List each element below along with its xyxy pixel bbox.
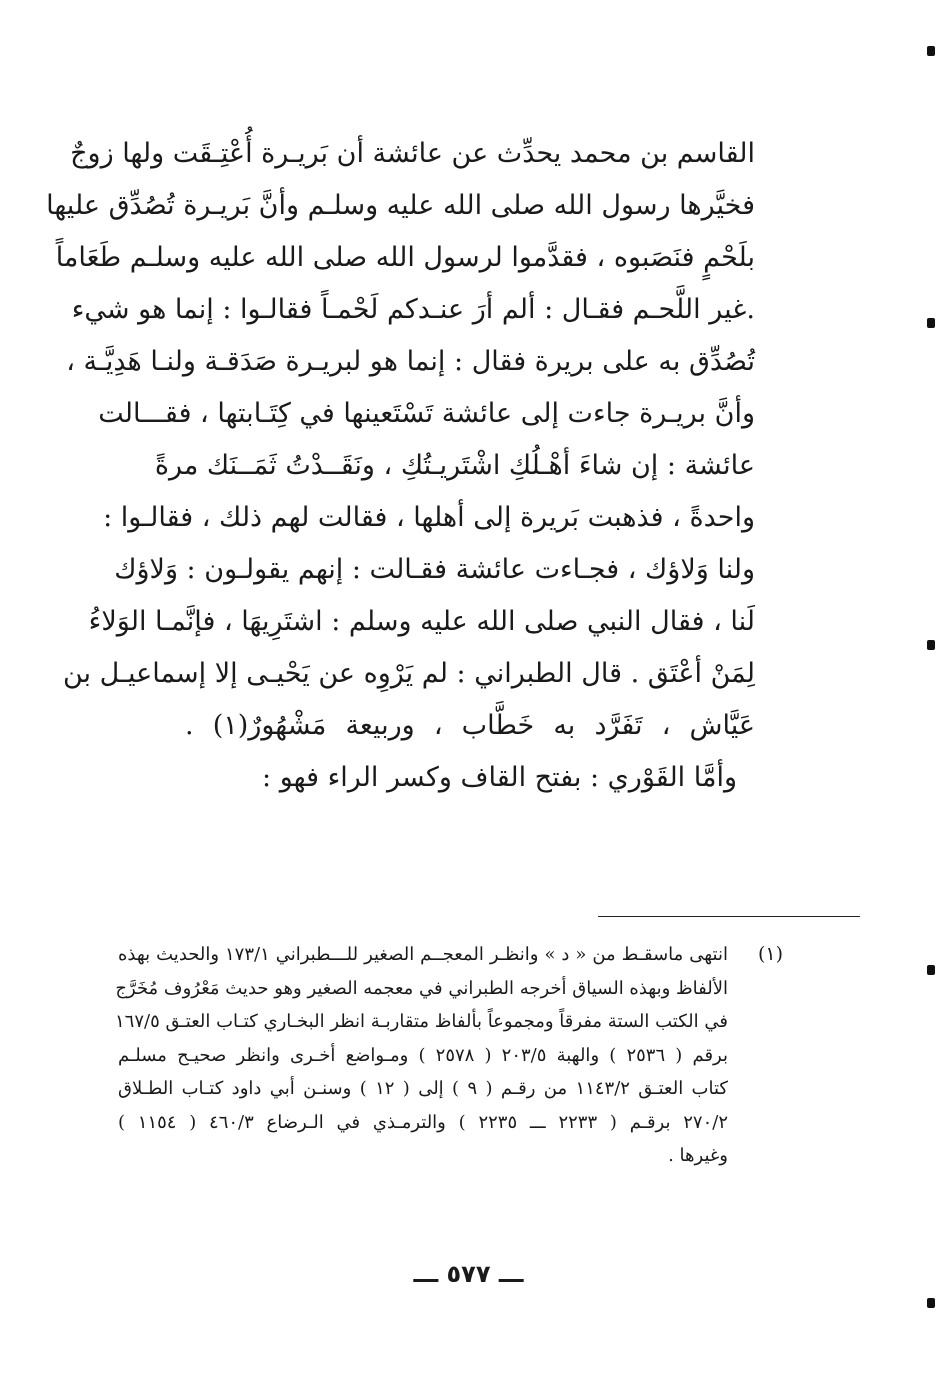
text-line-5: تُصُدِّق به على بريرة فقال : إنما هو لبريـرة صَدَقـة ولنـا هَدِيَّـة ، [66,346,755,377]
binding-hole-mark [927,965,935,975]
binding-hole-mark [927,46,935,56]
text-line-13: وأمَّا القَوْري : بفتح القاف وكسر الراء فهو : [262,762,737,793]
text-line-2: فخيَّرها رسول الله صلى الله عليه وسلـم وأنَّ بَريـرة تُصُدِّق عليها [46,190,755,221]
footnote-line-7: وغيرها . [668,1145,728,1166]
footnote-line-1: انتهى ماسقـط من « د » وانظـر المعجــم الصغير للـــطبراني ١٧٣/١ والحديث بهذه [118,944,728,965]
text-line-7: عائشة : إن شاءَ أهْـلُكِ اشْتَريـتُكِ ، ونَقَــدْتُ ثَمَــنَك مرةً [154,450,755,481]
text-line-6: وأنَّ بريـرة جاءت إلى عائشة تَسْتَعينها في كِتَـابتها ، فقـــالت [98,398,755,429]
text-line-8: واحدةً ، فذهبت بَريرة إلى أهلها ، فقالت لهم ذلك ، فقالـوا : [103,502,755,533]
text-line-10: لَنا ، فقال النبي صلى الله عليه وسلم : اشتَرِيهَا ، فإنَّمـا الوَلاءُ [88,606,755,637]
text-line-4: .غير اللَّحـم فقـال : ألم أرَ عنـدكم لَحْمـاً فقالـوا : إنما هو شيء [71,294,755,325]
binding-hole-mark [927,318,935,328]
footnote-line-3: في الكتب الستة مفرقاً ومجموعاً بألفاظ متقاربـة انظر البخـاري كتـاب العتـق ١٦٧/٥ [115,1011,728,1032]
binding-hole-mark [927,1298,935,1308]
text-line-3: بلَحْمٍ فنَصَبوه ، فقدَّموا لرسول الله صلى الله عليه وسلـم طَعَاماً [55,242,755,273]
text-line-1: القاسم بن محمد يحدِّث عن عائشة أن بَريـرة أُعْتِـقَت ولها زوجٌ [70,138,755,169]
footnote [115,938,783,1173]
binding-hole-mark [927,640,935,650]
text-line-12: عَيَّاش ، تَفَرَّد به خَطَّاب ، وربيعة مَشْهُورٌ(١) . [185,710,755,741]
footnote-line-4: برقم ( ٢٥٣٦ ) والهبة ٢٠٣/٥ ( ٢٥٧٨ ) ومـواضع أخـرى وانظر صحيـح مسلـم [118,1044,728,1066]
text-line-11: لِمَنْ أعْتَق . قال الطبراني : لم يَرْوِه عن يَحْيـى إلا إسماعيـل بن [62,658,755,689]
footnote-marker: (١) [757,943,783,965]
main-body-text [46,128,755,804]
footnote-line-6: ٢٧٠/٢ برقـم ( ٢٢٣٣ ـــ ٢٢٣٥ ) والترمـذي في الـرضاع ٤٦٠/٣ ( ١١٥٤ ) [118,1111,729,1133]
footnote-text [115,938,729,1173]
footnote-line-2: الألفاظ وبهذه السياق أخرجه الطبراني في معجمه الصغير وهو حديث مَعْرُوف مُخَرَّج [115,977,728,999]
footnote-divider [598,916,860,917]
footnote-line-5: كتاب العتـق ١١٤٣/٢ من رقـم ( ٩ ) إلى ( ١٢ ) وسنـن أبي داود كتـاب الطـلاق [118,1078,728,1099]
page-number: ـــ ٥٧٧ ـــ [413,1260,524,1288]
text-line-9: ولنا وَلاؤك ، فجـاءت عائشة فقـالت : إنهم يقولـون : وَلاؤك [114,554,755,585]
